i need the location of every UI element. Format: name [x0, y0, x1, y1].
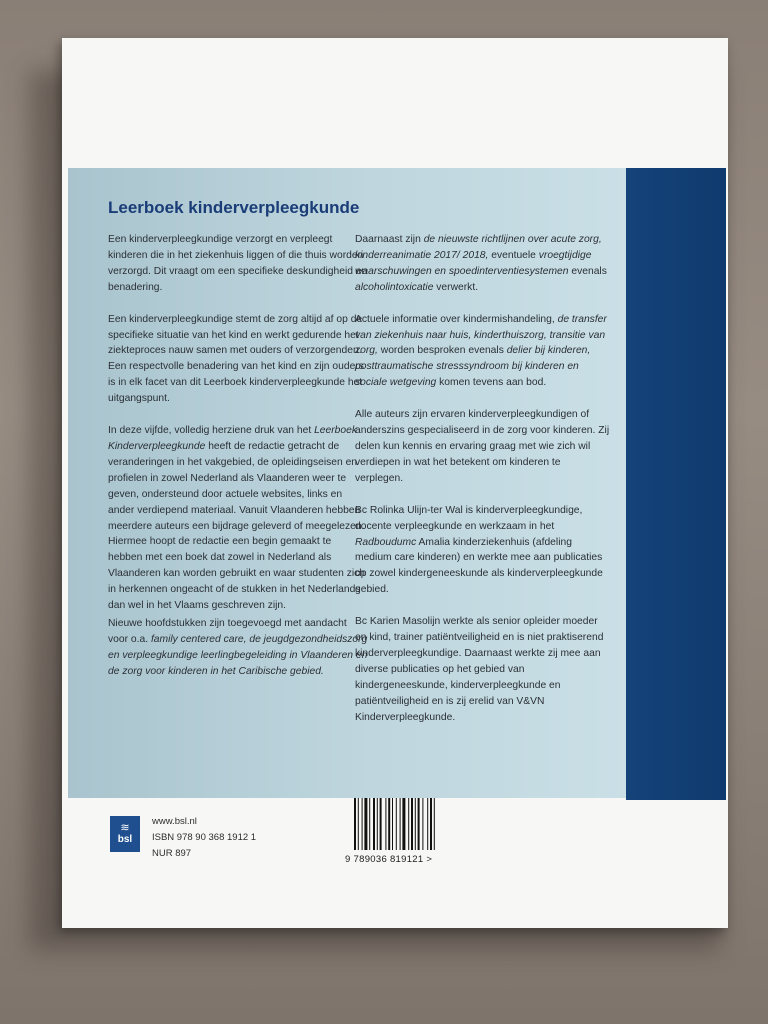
- barcode-bar: [396, 798, 397, 850]
- right-paragraph-1: Daarnaast zijn de nieuwste richtlijnen over acute zorg, kinderreanimatie 2017/ 2018, eventuele vroegtijdige waarschuwingen en spoedinterventiesystemen evenals alcoholintoxicatie verwerkt.: [355, 234, 607, 293]
- left-paragraph-1: Een kinderverpleegkundige verzorgt en verpleegt kinderen die in het ziekenhuis liggen of die thuis worden verzorgd. Dit vraagt om een specifieke deskundigheid en benadering.: [108, 234, 368, 293]
- barcode-bar: [388, 798, 390, 850]
- barcode-digits: 9 789036 819121 >: [345, 854, 433, 865]
- blue-spine-bar: [626, 168, 726, 800]
- barcode-bar: [364, 798, 367, 850]
- barcode-bar: [373, 798, 375, 850]
- right-paragraph-5: Bc Karien Masolijn werkte als senior opleider moeder en kind, trainer patiëntveiligheid en is niet praktiserend kinderverpleegkundige. Daarnaast werkte zij mee aan diverse publicaties op het gebied van kindergeneeskunde, kinderverpleegkunde en patiëntveiligheid en is zij erelid van V&VN Kinderverpleegkunde.: [355, 616, 604, 723]
- book-back-cover: [62, 38, 728, 928]
- barcode-bar: [418, 798, 420, 850]
- barcode-bar: [354, 798, 356, 850]
- left-column: [108, 232, 368, 696]
- left-paragraph-4: Nieuwe hoofdstukken zijn toegevoegd met aandacht voor o.a. family centered care, de jeugdgezondheidszorg en verpleegkundige leerlingbegeleiding in Vlaanderen en de zorg voor kinderen in het Caribische gebied.: [108, 617, 368, 677]
- nur-text: NUR 897: [152, 848, 192, 859]
- barcode-bar: [434, 798, 435, 850]
- barcode-bar: [358, 798, 359, 850]
- left-paragraph-3: In deze vijfde, volledig herziene druk van het Leerboek Kinderverpleegkunde heeft de redactie getracht de veranderingen in het vakgebied, de opleidingseisen en profielen in zowel Nederland als Vlaanderen weer te geven, ondersteund door actuele websites, links en ander verdiepend materiaal. Vanuit Vlaanderen hebben meerdere auteurs een bijdrage geleverd of meegelezen. Hiermee hoopt de redactie een begin gemaakt te hebben met een boek dat zowel in Nederland als Vlaanderen kan worden gebruikt en waar studenten zich in herkennen ongeacht of de stukken in het Nederlands dan wel in het Vlaams geschreven zijn.: [108, 425, 366, 612]
- right-column: [355, 232, 610, 741]
- barcode-bar: [362, 798, 363, 850]
- publisher-info: [152, 814, 256, 862]
- barcode-bar: [377, 798, 378, 850]
- waves-icon: ≋: [120, 822, 130, 834]
- barcode-bar: [430, 798, 432, 850]
- barcode-bar: [408, 798, 409, 850]
- book-title: Leerboek kinderverpleegkunde: [108, 198, 360, 217]
- barcode-bar: [415, 798, 416, 850]
- bsl-logo: [110, 816, 140, 852]
- barcode-bar: [411, 798, 413, 850]
- publisher-block: [110, 816, 256, 862]
- left-paragraph-2: Een kinderverpleegkundige stemt de zorg altijd af op de specifieke situatie van het kind en werkt gedurende het ziekteproces nauw samen met ouders of verzorgenden. Een respectvolle benadering van het kind en zijn ouders is in elk facet van dit Leerboek kinderverpleegkunde het uitgangspunt.: [108, 313, 364, 405]
- barcode-bar: [385, 798, 386, 850]
- isbn-text: ISBN 978 90 368 1912 1: [152, 832, 257, 843]
- barcode-bar: [400, 798, 401, 850]
- barcode-bar: [422, 798, 423, 850]
- right-paragraph-2: Actuele informatie over kindermishandeling, de transfer van ziekenhuis naar huis, kinderthuiszorg, transitie van zorg, worden besproken evenals delier bij kinderen, posttraumatische stresssyndroom bij kinderen en sociale wetgeving komen tevens aan bod.: [355, 313, 607, 389]
- barcode: [354, 798, 460, 850]
- right-paragraph-3: Alle auteurs zijn ervaren kinderverpleegkundigen of anderszins gespecialiseerd in de zorg voor kinderen. Zij delen kun kennis en ervaring graag met wie zich wil verdiepen in wat het betekent om kinderen te verplegen.: [355, 409, 610, 484]
- website-text: www.bsl.nl: [152, 816, 197, 827]
- barcode-bar: [380, 798, 382, 850]
- bsl-logo-text: bsl: [117, 834, 133, 845]
- barcode-bar: [369, 798, 370, 850]
- right-paragraph-4: Bc Rolinka Ulijn-ter Wal is kinderverpleegkundige, docente verpleegkunde en werkzaam in het Radboudumc Amalia kinderziekenhuis (afdeling medium care kinderen) en werkte mee aan publicaties op zowel kindergeneeskunde als kinderverpleegkunde gebied.: [355, 504, 603, 596]
- barcode-bar: [427, 798, 428, 850]
- barcode-bar: [392, 798, 393, 850]
- barcode-bar: [402, 798, 405, 850]
